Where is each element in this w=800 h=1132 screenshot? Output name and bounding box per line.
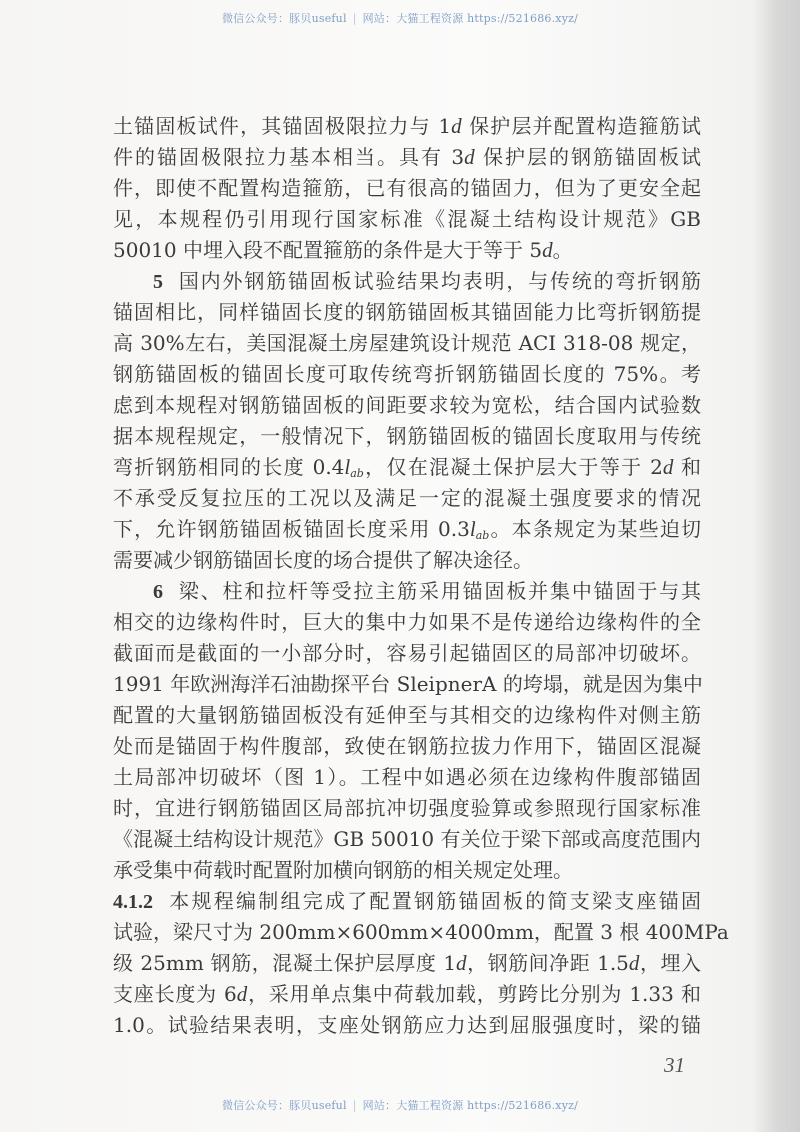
text-run: 件的锚固极限拉力基本相当。具有 3 xyxy=(113,145,465,169)
text-line xyxy=(113,979,701,1010)
subscript: ab xyxy=(475,529,490,542)
italic-symbol: d xyxy=(662,455,674,479)
text-run: 处而是锚固于构件腹部，致使在钢筋拉拔力作用下，锚固区混凝 xyxy=(113,734,701,758)
text-run: 虑到本规程对钢筋锚固板的间距要求较为宽松，结合国内试验数 xyxy=(113,393,701,417)
text-run: 需要减少钢筋锚固长度的场合提供了解决途径。 xyxy=(113,548,533,572)
text-run: ，采用单点集中荷载加载，剪跨比分别为 1.33 和 xyxy=(247,982,701,1006)
text-run: 相交的边缘构件时，巨大的集中力如果不是传递给边缘构件的全 xyxy=(113,610,701,634)
text-line xyxy=(113,452,701,483)
text-run: 下，允许钢筋锚固板锚固长度采用 0.3 xyxy=(113,517,470,541)
text-run: 级 25mm 钢筋，混凝土保护层厚度 1 xyxy=(113,951,457,975)
text-run: ，埋入 xyxy=(639,951,701,975)
watermark-wechat: 微信公众号：豚贝useful xyxy=(221,12,347,25)
text-run: 弯折钢筋相同的长度 0.4 xyxy=(113,455,345,479)
text-run: 据本规程规定，一般情况下，钢筋锚固板的锚固长度取用与传统 xyxy=(113,424,701,448)
text-line xyxy=(113,328,701,359)
text-run: 保护层并配置构造箍筋试 xyxy=(461,114,701,138)
text-line xyxy=(113,390,701,421)
text-line xyxy=(113,762,701,793)
text-run: 钢筋锚固板的锚固长度可取传统弯折钢筋锚固长度的 75%。考 xyxy=(113,362,701,386)
text-run: 和 xyxy=(673,455,701,479)
text-line xyxy=(113,793,701,824)
text-run: 。本条规定为某些迫切 xyxy=(489,517,701,541)
watermark-separator: | xyxy=(352,12,357,25)
text-run: 截面而是截面的一小部分时，容易引起锚固区的局部冲切破坏。 xyxy=(113,641,701,665)
watermark-footer xyxy=(0,1097,800,1113)
text-run: 试验，梁尺寸为 200mm×600mm×4000mm，配置 3 根 400MPa xyxy=(113,920,729,944)
text-line xyxy=(113,917,729,948)
text-line xyxy=(113,607,701,638)
text-line xyxy=(113,514,701,545)
text-line xyxy=(113,638,701,669)
text-line xyxy=(113,111,701,142)
text-run: 本规程编制组完成了配置钢筋锚固板的简支梁支座锚固 xyxy=(167,889,701,913)
text-line xyxy=(113,297,701,328)
italic-symbol: l xyxy=(469,517,476,541)
text-run: 承受集中荷载时配置附加横向钢筋的相关规定处理。 xyxy=(113,858,573,882)
text-run: 高 30%左右，美国混凝土房屋建筑设计规范 ACI 318-08 规定， xyxy=(113,331,701,355)
text-line xyxy=(113,1010,701,1041)
text-run: 土局部冲切破坏（图 1）。工程中如遇必须在边缘构件腹部锚固 xyxy=(113,765,701,789)
text-run: 1.0。试验结果表明，支座处钢筋应力达到屈服强度时，梁的锚 xyxy=(113,1013,701,1037)
text-run: 梁、柱和拉杆等受拉主筋采用锚固板并集中锚固于与其 xyxy=(177,579,701,603)
text-line xyxy=(113,855,701,886)
text-line xyxy=(113,266,701,297)
text-run: ，仅在混凝土保护层大于等于 2 xyxy=(363,455,663,479)
italic-symbol: d xyxy=(236,982,248,1006)
text-run: 。 xyxy=(552,238,573,262)
text-line xyxy=(113,731,701,762)
watermark-wechat: 微信公众号：豚贝useful xyxy=(221,1099,347,1112)
watermark-header xyxy=(0,10,800,26)
text-line xyxy=(113,886,701,917)
page-number: 31 xyxy=(664,1053,685,1077)
text-run: 土锚固板试件，其锚固极限拉力与 1 xyxy=(113,114,452,138)
text-line xyxy=(113,483,701,514)
text-run: 国内外钢筋锚固板试验结果均表明，与传统的弯折钢筋 xyxy=(177,269,701,293)
text-line xyxy=(113,948,701,979)
text-line xyxy=(113,235,701,266)
text-run: 1991 年欧洲海洋石油勘探平台 SleipnerA 的垮塌，就是因为集中 xyxy=(113,672,703,696)
text-line xyxy=(113,669,701,700)
text-run: 不承受反复拉压的工况以及满足一定的混凝土强度要求的情况 xyxy=(113,486,701,510)
text-line xyxy=(113,173,701,204)
watermark-separator: | xyxy=(352,1099,357,1112)
text-run: 50010 中埋入段不配置箍筋的条件是大于等于 5 xyxy=(113,238,543,262)
subscript: ab xyxy=(350,467,364,480)
text-line xyxy=(113,142,701,173)
italic-symbol: d xyxy=(628,951,640,975)
text-line xyxy=(113,421,701,452)
text-run: 配置的大量钢筋锚固板没有延伸至与其相交的边缘构件对侧主筋 xyxy=(113,703,701,727)
italic-symbol: l xyxy=(344,455,351,479)
text-run: 见，本规程仍引用现行国家标准《混凝土结构设计规范》GB xyxy=(113,207,701,231)
italic-symbol: d xyxy=(464,145,475,169)
text-line xyxy=(113,824,701,855)
text-line xyxy=(113,204,701,235)
clause-number: 5 xyxy=(153,271,163,293)
text-run: 保护层的钢筋锚固板试 xyxy=(474,145,702,169)
text-run: ，钢筋间净距 1.5 xyxy=(466,951,629,975)
text-run: 支座长度为 6 xyxy=(113,982,237,1006)
text-run: 《混凝土结构设计规范》GB 50010 有关位于梁下部或高度范围内 xyxy=(113,827,701,851)
document-body xyxy=(113,111,729,1041)
watermark-website: 网站：大猫工程资源 https://521686.xyz/ xyxy=(362,1099,579,1112)
text-line xyxy=(113,545,701,576)
text-line xyxy=(113,359,701,390)
italic-symbol: d xyxy=(542,238,553,262)
clause-number: 4.1.2 xyxy=(113,891,153,913)
text-line xyxy=(113,576,701,607)
watermark-website: 网站：大猫工程资源 https://521686.xyz/ xyxy=(362,12,579,25)
text-line xyxy=(113,700,701,731)
text-run: 时，宜进行钢筋锚固区局部抗冲切强度验算或参照现行国家标准 xyxy=(113,796,701,820)
italic-symbol: d xyxy=(456,951,467,975)
clause-number: 6 xyxy=(153,581,163,603)
italic-symbol: d xyxy=(451,114,462,138)
text-run: 件，即使不配置构造箍筋，已有很高的锚固力，但为了更安全起 xyxy=(113,176,701,200)
text-run: 锚固相比，同样锚固长度的钢筋锚固板其锚固能力比弯折钢筋提 xyxy=(113,300,701,324)
